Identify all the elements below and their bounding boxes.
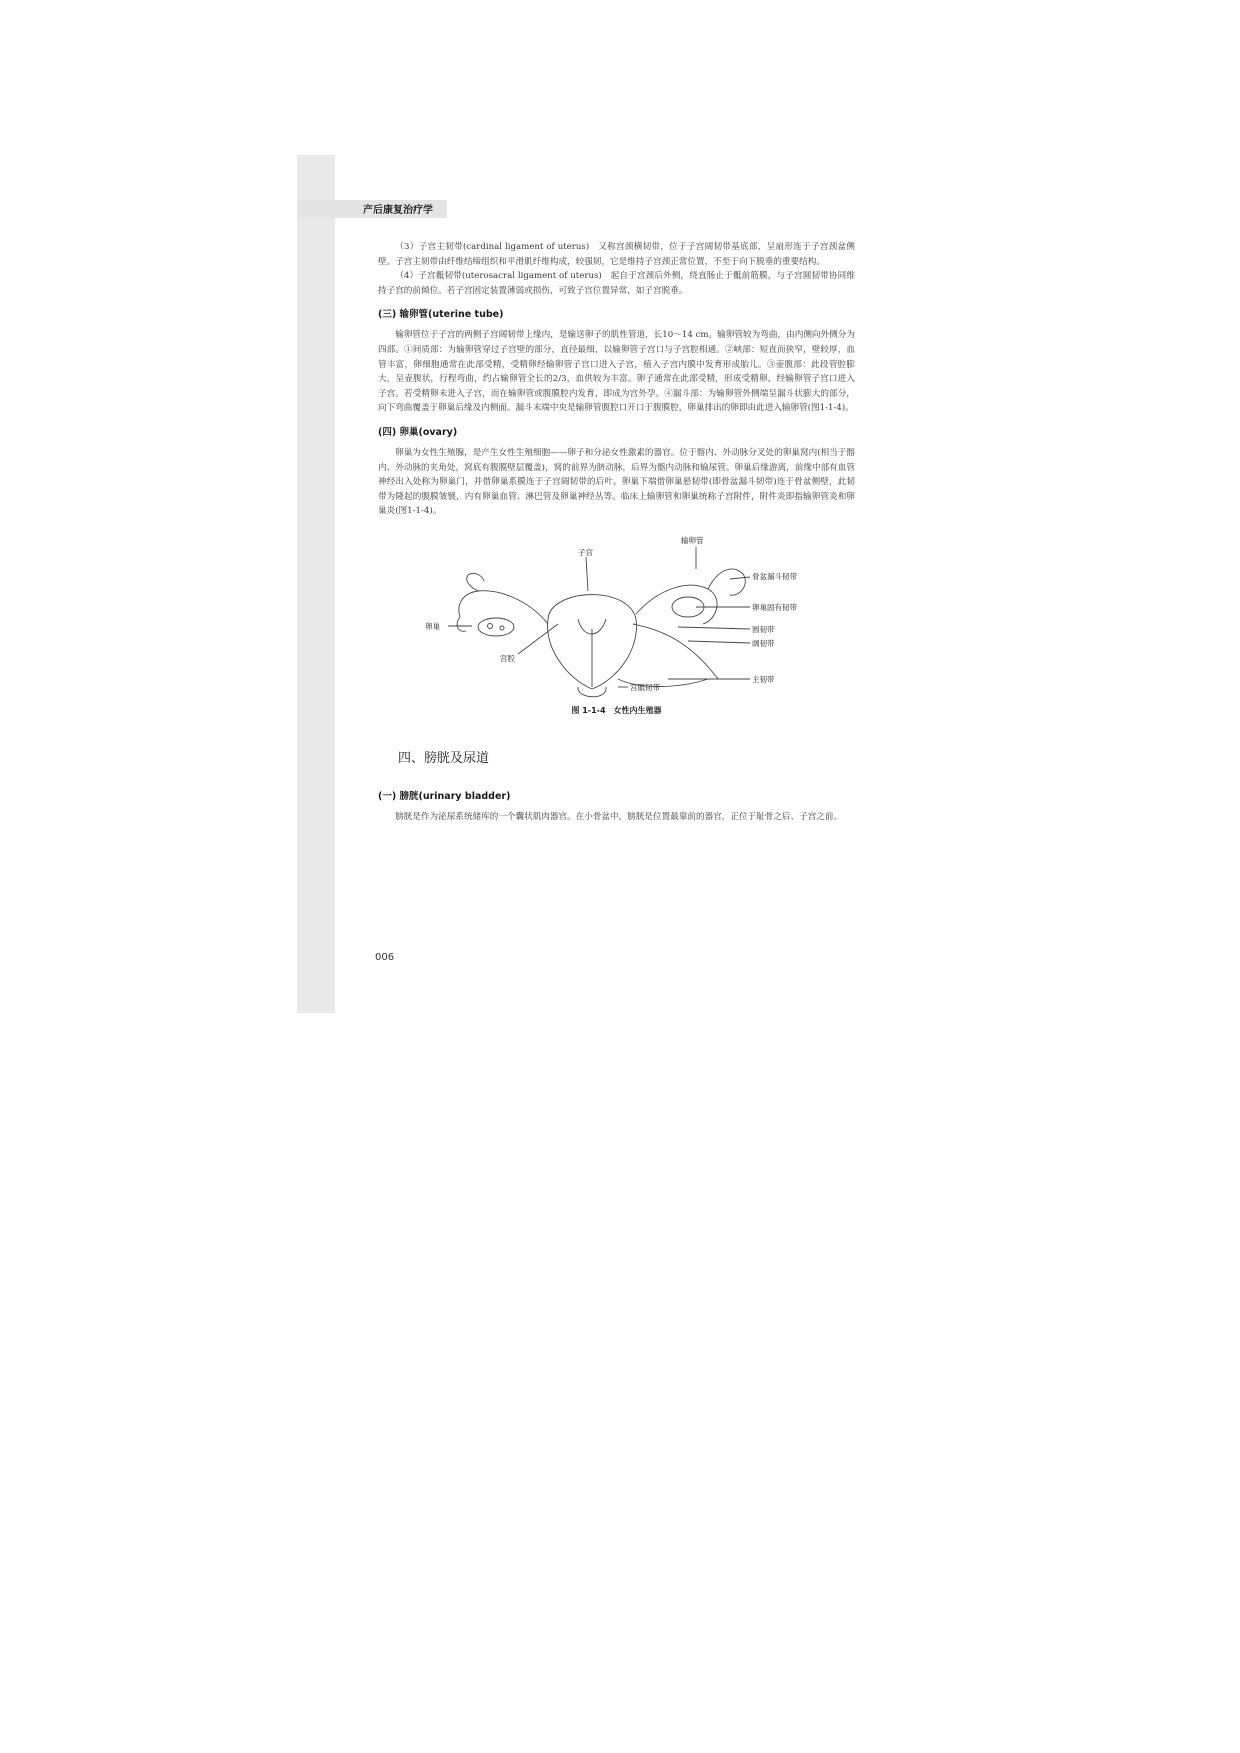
label-ovary: 卵巢 <box>425 621 440 631</box>
paragraph-uterosacral-ligament: （4）子宫骶韧带(uterosacral ligament of uterus) 起自于宫颈后外侧，绕直肠止于骶前筋膜，与子宫圆韧带协同维持子宫的前倾位。若子宫固定装置薄弱或损伤，可致子宫位置异常，如子宫脱垂。 <box>378 271 855 296</box>
label-broad-ligament: 阔韧带 <box>752 638 775 648</box>
page-body <box>378 240 855 825</box>
paragraph-cardinal-ligament: （3）子宫主韧带(cardinal ligament of uterus) 又称宫颈横韧带，位于子宫阔韧带基底部，呈扇形连于子宫颈盆侧壁。子宫主韧带由纤维结缔组织和平滑肌纤维构成，较强韧，它是维持子宫颈正常位置，不至于向下脱垂的重要结构。 <box>378 242 855 267</box>
heading-urinary-bladder: (一) 膀胱(urinary bladder) <box>378 790 511 802</box>
paragraph-ovary: 卵巢为女性生殖腺，是产生女性生殖细胞——卵子和分泌女性激素的器官。位于髂内、外动脉分叉处的卵巢窝内(相当于髂内、外动脉的夹角处，窝底有腹膜壁层覆盖)，窝的前界为脐动脉，后界为髂内动脉和输尿管。卵巢后缘游离，前缘中部有血管神经出入处称为卵巢门，并借卵巢系膜连于子宫阔韧带的后叶。卵巢下端借卵巢悬韧带(即骨盆漏斗韧带)连于骨盆侧壁，此韧带为隆起的腹膜皱襞，内有卵巢血管、淋巴管及卵巢神经丛等。临床上输卵管和卵巢统称子宫附件，附件炎即指输卵管炎和卵巢炎(图1-1-4)。 <box>378 447 855 517</box>
paragraph-urinary-bladder: 膀胱是作为泌尿系统储库的一个囊状肌肉器官。在小骨盆中，膀胱是位置最靠前的器官，正位于耻骨之后、子宫之前。 <box>395 811 843 822</box>
paragraph-uterine-tube: 输卵管位于子宫的两侧子宫阔韧带上缘内，是输送卵子的肌性管道，长10～14 cm。输卵管较为弯曲，由内侧向外侧分为四部。①间质部：为输卵管穿过子宫壁的部分，直径最细，以输卵管子宫口与子宫腔相通。②峡部：短直而狭窄，壁较厚，血管丰富，卵细胞通常在此部受精，受精卵经输卵管子宫口进入子宫，植入子宫内膜中发育形成胎儿。③壶腹部：此段管腔膨大，呈壶腹状，行程弯曲，约占输卵管全长的2/3，血供较为丰富。卵子通常在此部受精，形成受精卵，经输卵管子宫口进入子宫。若受精卵未进入子宫，而在输卵管或腹膜腔内发育，即成为宫外孕。④漏斗部：为输卵管外侧端呈漏斗状膨大的部分，向下弯曲覆盖于卵巢后缘及内侧面。漏斗末端中央是输卵管腹腔口开口于腹膜腔，卵巢排出的卵即由此进入输卵管(图1-1-4)。 <box>378 330 855 414</box>
label-uterus: 子宫 <box>578 547 593 557</box>
label-round-ligament: 圆韧带 <box>752 624 775 634</box>
label-proper-ovarian-ligament: 卵巢固有韧带 <box>752 602 797 612</box>
heading-ovary: (四) 卵巢(ovary) <box>378 426 458 438</box>
anatomy-illustration <box>378 529 855 704</box>
label-uterosacral-ligament: 宫骶韧带 <box>630 682 660 692</box>
label-cardinal-ligament: 主韧带 <box>752 674 775 684</box>
page-margin-bar <box>297 155 335 1013</box>
figure-female-reproductive-organs <box>378 529 855 719</box>
running-head <box>297 200 447 218</box>
label-uterine-cavity: 宫腔 <box>500 653 515 663</box>
heading-uterine-tube: (三) 输卵管(uterine tube) <box>378 309 504 321</box>
label-uterine-tube: 输卵管 <box>681 535 704 545</box>
heading-bladder-urethra: 四、膀胱及尿道 <box>398 750 490 766</box>
figure-caption: 图 1-1-4 女性内生殖器 <box>571 705 662 715</box>
label-infundibulopelvic-ligament: 骨盆漏斗韧带 <box>752 571 797 581</box>
running-title: 产后康复治疗学 <box>363 205 433 216</box>
page-number: 006 <box>375 952 395 963</box>
